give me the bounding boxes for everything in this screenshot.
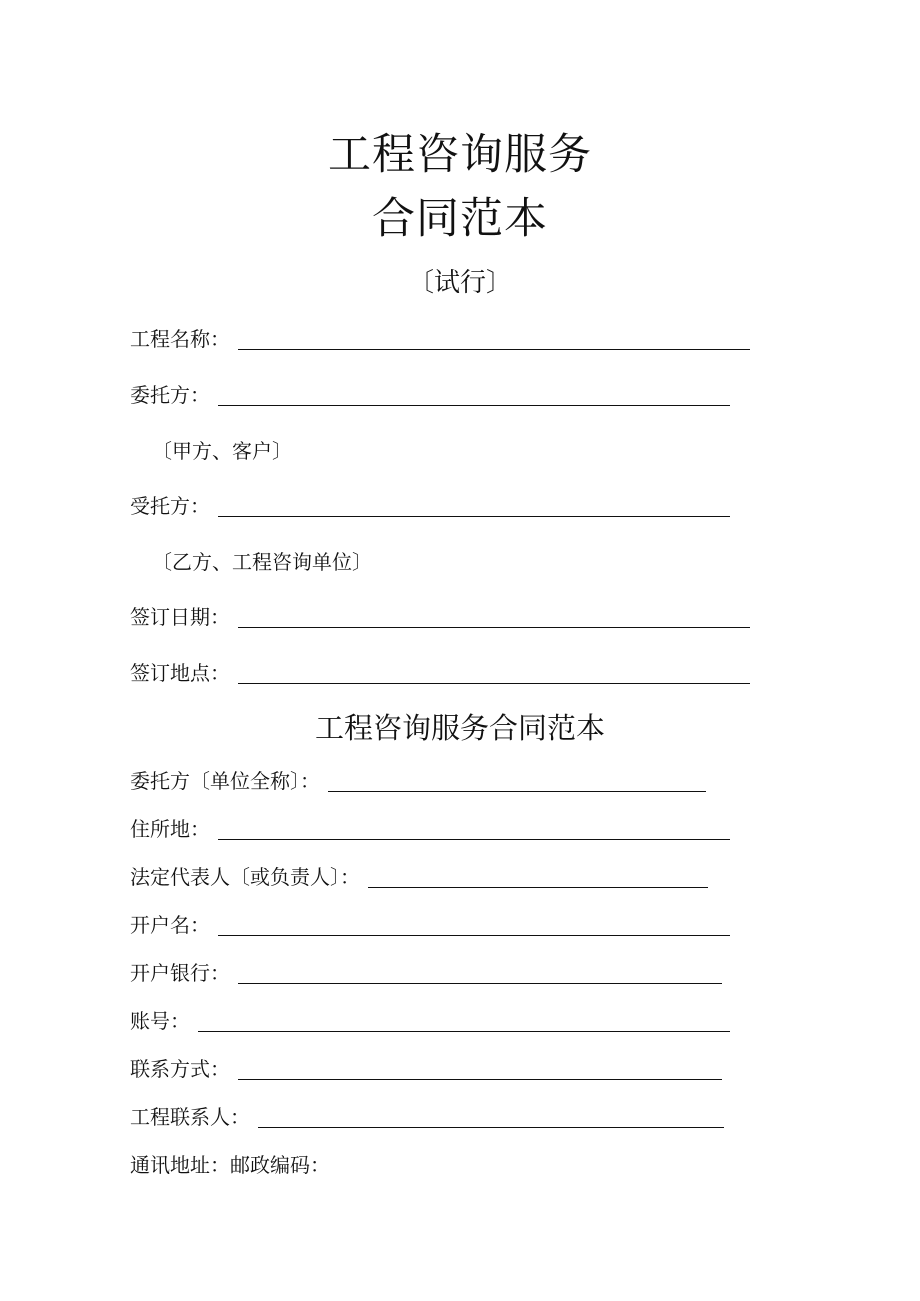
contract-section-title: 工程咨询服务合同范本 bbox=[314, 711, 605, 745]
contact-label: 联系方式： bbox=[130, 1057, 230, 1081]
client-note: 〔甲方、客户〕 bbox=[152, 439, 292, 463]
consultant-blank[interactable] bbox=[218, 516, 730, 517]
mail-postcode-row bbox=[130, 1152, 330, 1178]
document-title-line2: 合同范本 bbox=[372, 194, 548, 244]
client-full-name-blank[interactable] bbox=[328, 791, 706, 792]
account-no-row bbox=[130, 1008, 730, 1034]
sign-date-row bbox=[130, 604, 750, 630]
document-title-line1: 工程咨询服务 bbox=[328, 130, 592, 180]
client-label: 委托方： bbox=[130, 383, 210, 407]
account-name-blank[interactable] bbox=[218, 935, 730, 936]
project-contact-row bbox=[130, 1104, 724, 1130]
project-name-row bbox=[130, 326, 750, 352]
client-row bbox=[130, 382, 730, 408]
client-full-name-row bbox=[130, 768, 706, 794]
account-name-label: 开户名： bbox=[130, 913, 210, 937]
account-no-blank[interactable] bbox=[198, 1031, 730, 1032]
contact-row bbox=[130, 1056, 722, 1082]
legal-rep-row bbox=[130, 864, 708, 890]
sign-date-label: 签订日期： bbox=[130, 605, 230, 629]
legal-rep-label: 法定代表人〔或负责人〕： bbox=[130, 865, 360, 889]
mail-postcode-label: 通讯地址：邮政编码： bbox=[130, 1153, 330, 1177]
address-blank[interactable] bbox=[218, 839, 730, 840]
sign-date-blank[interactable] bbox=[238, 627, 750, 628]
client-full-name-label: 委托方〔单位全称〕： bbox=[130, 769, 320, 793]
consultant-label: 受托方： bbox=[130, 494, 210, 518]
bank-label: 开户银行： bbox=[130, 961, 230, 985]
address-row bbox=[130, 816, 730, 842]
project-name-blank[interactable] bbox=[238, 349, 750, 350]
account-name-row bbox=[130, 912, 730, 938]
account-no-label: 账号： bbox=[130, 1009, 190, 1033]
consultant-row bbox=[130, 493, 730, 519]
project-contact-blank[interactable] bbox=[258, 1127, 724, 1128]
document-subtitle: 〔试行〕 bbox=[407, 268, 512, 298]
sign-place-label: 签订地点： bbox=[130, 661, 230, 685]
contact-blank[interactable] bbox=[238, 1079, 722, 1080]
consultant-note: 〔乙方、工程咨询单位〕 bbox=[152, 550, 372, 574]
project-contact-label: 工程联系人： bbox=[130, 1105, 250, 1129]
bank-row bbox=[130, 960, 722, 986]
sign-place-row bbox=[130, 660, 750, 686]
project-name-label: 工程名称： bbox=[130, 327, 230, 351]
sign-place-blank[interactable] bbox=[238, 683, 750, 684]
bank-blank[interactable] bbox=[238, 983, 722, 984]
address-label: 住所地： bbox=[130, 817, 210, 841]
legal-rep-blank[interactable] bbox=[368, 887, 708, 888]
client-blank[interactable] bbox=[218, 405, 730, 406]
